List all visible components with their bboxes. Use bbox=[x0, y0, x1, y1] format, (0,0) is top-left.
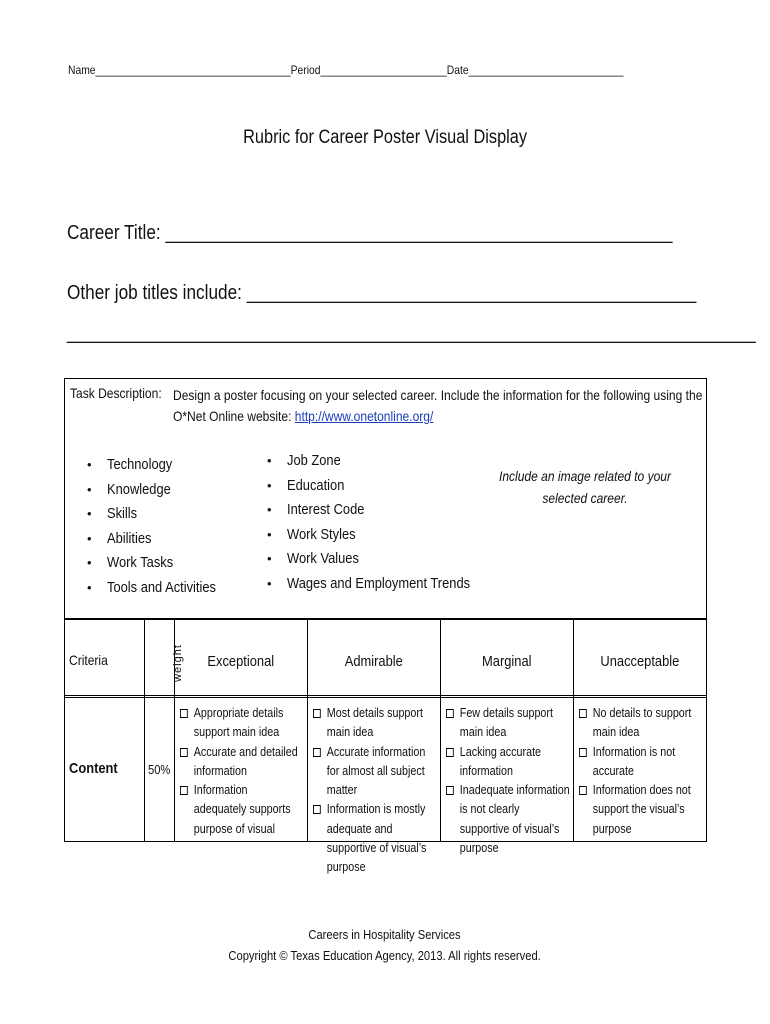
criteria-item: Most details support main idea bbox=[313, 704, 438, 743]
column-header-text: Marginal bbox=[482, 653, 532, 670]
checkbox-icon bbox=[180, 709, 188, 718]
other-job-titles-continuation bbox=[67, 322, 770, 345]
checkbox-icon bbox=[446, 748, 454, 757]
unacceptable-criteria-cell bbox=[579, 704, 724, 839]
criteria-item: Accurate information for almost all subject matter bbox=[313, 743, 438, 801]
criteria-item: Appropriate details support main idea bbox=[180, 704, 300, 743]
column-header-exceptional bbox=[175, 653, 307, 670]
career-title-field bbox=[67, 222, 770, 245]
page-footer bbox=[0, 924, 770, 966]
criteria-header-text: Criteria bbox=[69, 652, 108, 668]
task-description-text bbox=[173, 385, 733, 427]
criteria-item: Information is mostly adequate and supportive of visual’s purpose bbox=[313, 800, 438, 877]
criteria-item: Lacking accurate information bbox=[446, 743, 571, 782]
rubric-divider bbox=[144, 619, 145, 842]
content-criteria bbox=[69, 760, 126, 777]
list-item: • Technology bbox=[87, 453, 234, 478]
footer-line-1: Careers in Hospitality Services bbox=[308, 927, 462, 942]
content-criteria-text: Content bbox=[69, 760, 118, 777]
continuation-line-text: ________________________________________________________________________ bbox=[67, 322, 756, 344]
exceptional-criteria-cell bbox=[180, 704, 320, 839]
column-header-text: Exceptional bbox=[207, 653, 275, 670]
column-header-unacceptable bbox=[574, 653, 706, 670]
checkbox-icon bbox=[180, 786, 188, 795]
criteria-item: Information is not accurate bbox=[579, 743, 704, 782]
list-item: • Abilities bbox=[87, 527, 234, 552]
list-item: • Interest Code bbox=[267, 498, 500, 523]
info-list-right bbox=[267, 449, 500, 596]
column-header-text: Unacceptable bbox=[600, 653, 680, 670]
list-item: • Job Zone bbox=[267, 449, 500, 474]
column-header-admirable bbox=[308, 653, 440, 670]
checkbox-icon bbox=[579, 786, 587, 795]
rubric-divider bbox=[64, 619, 707, 620]
column-header-marginal bbox=[441, 653, 573, 670]
name-period-date-line bbox=[68, 63, 714, 77]
rubric-divider bbox=[64, 697, 707, 698]
criteria-item: No details to support main idea bbox=[579, 704, 704, 743]
criteria-header bbox=[69, 652, 114, 668]
name-period-date-text: Name__________________________________Period______________________Date___________________________ bbox=[68, 63, 624, 77]
checkbox-icon bbox=[446, 786, 454, 795]
onet-online-link[interactable]: http://www.onetonline.org/ bbox=[294, 408, 434, 424]
column-header-text: Admirable bbox=[344, 653, 404, 670]
content-weight bbox=[148, 762, 174, 777]
task-description-box bbox=[64, 378, 707, 619]
rubric-divider bbox=[64, 619, 65, 842]
page-title bbox=[0, 127, 770, 149]
marginal-criteria-cell bbox=[446, 704, 591, 858]
criteria-item: Few details support main idea bbox=[446, 704, 571, 743]
weight-header: weight bbox=[172, 644, 184, 682]
task-description-label bbox=[70, 385, 177, 401]
list-item: • Knowledge bbox=[87, 478, 234, 503]
rubric-table bbox=[64, 619, 707, 875]
checkbox-icon bbox=[446, 709, 454, 718]
rubric-divider bbox=[64, 695, 707, 696]
image-note bbox=[485, 465, 685, 509]
info-list-left bbox=[87, 453, 234, 600]
criteria-item: Inadequate information is not clearly supportive of visual’s purpose bbox=[446, 781, 571, 858]
list-item: • Skills bbox=[87, 502, 234, 527]
checkbox-icon bbox=[313, 709, 321, 718]
other-job-titles-text: Other job titles include: _______________________________________________ bbox=[67, 282, 697, 304]
checkbox-icon bbox=[313, 748, 321, 757]
career-title-text: Career Title: _____________________________________________________ bbox=[67, 222, 673, 244]
list-item: • Education bbox=[267, 474, 500, 499]
list-item: • Work Values bbox=[267, 547, 500, 572]
list-item: • Work Tasks bbox=[87, 551, 234, 576]
criteria-item: Information adequately supports purpose of visual bbox=[180, 781, 300, 839]
image-note-text: Include an image related to your selected career. bbox=[499, 468, 672, 506]
content-weight-text: 50% bbox=[148, 762, 171, 777]
criteria-item: Information does not support the visual’s purpose bbox=[579, 781, 704, 839]
list-item: • Wages and Employment Trends bbox=[267, 572, 500, 597]
task-description-body: Design a poster focusing on your selected career. Include the information for the following using the O*Net Online website: bbox=[173, 387, 703, 424]
list-item: • Tools and Activities bbox=[87, 576, 234, 601]
admirable-criteria-cell bbox=[313, 704, 458, 878]
list-item: • Work Styles bbox=[267, 523, 500, 548]
other-job-titles-field bbox=[67, 282, 770, 305]
checkbox-icon bbox=[579, 748, 587, 757]
checkbox-icon bbox=[313, 805, 321, 814]
task-description-label-text: Task Description: bbox=[70, 385, 162, 401]
checkbox-icon bbox=[180, 748, 188, 757]
footer-copyright: Copyright © Texas Education Agency, 2013. All rights reserved. bbox=[228, 948, 542, 963]
page-title-text: Rubric for Career Poster Visual Display bbox=[243, 127, 527, 148]
checkbox-icon bbox=[579, 709, 587, 718]
criteria-item: Accurate and detailed information bbox=[180, 743, 300, 782]
